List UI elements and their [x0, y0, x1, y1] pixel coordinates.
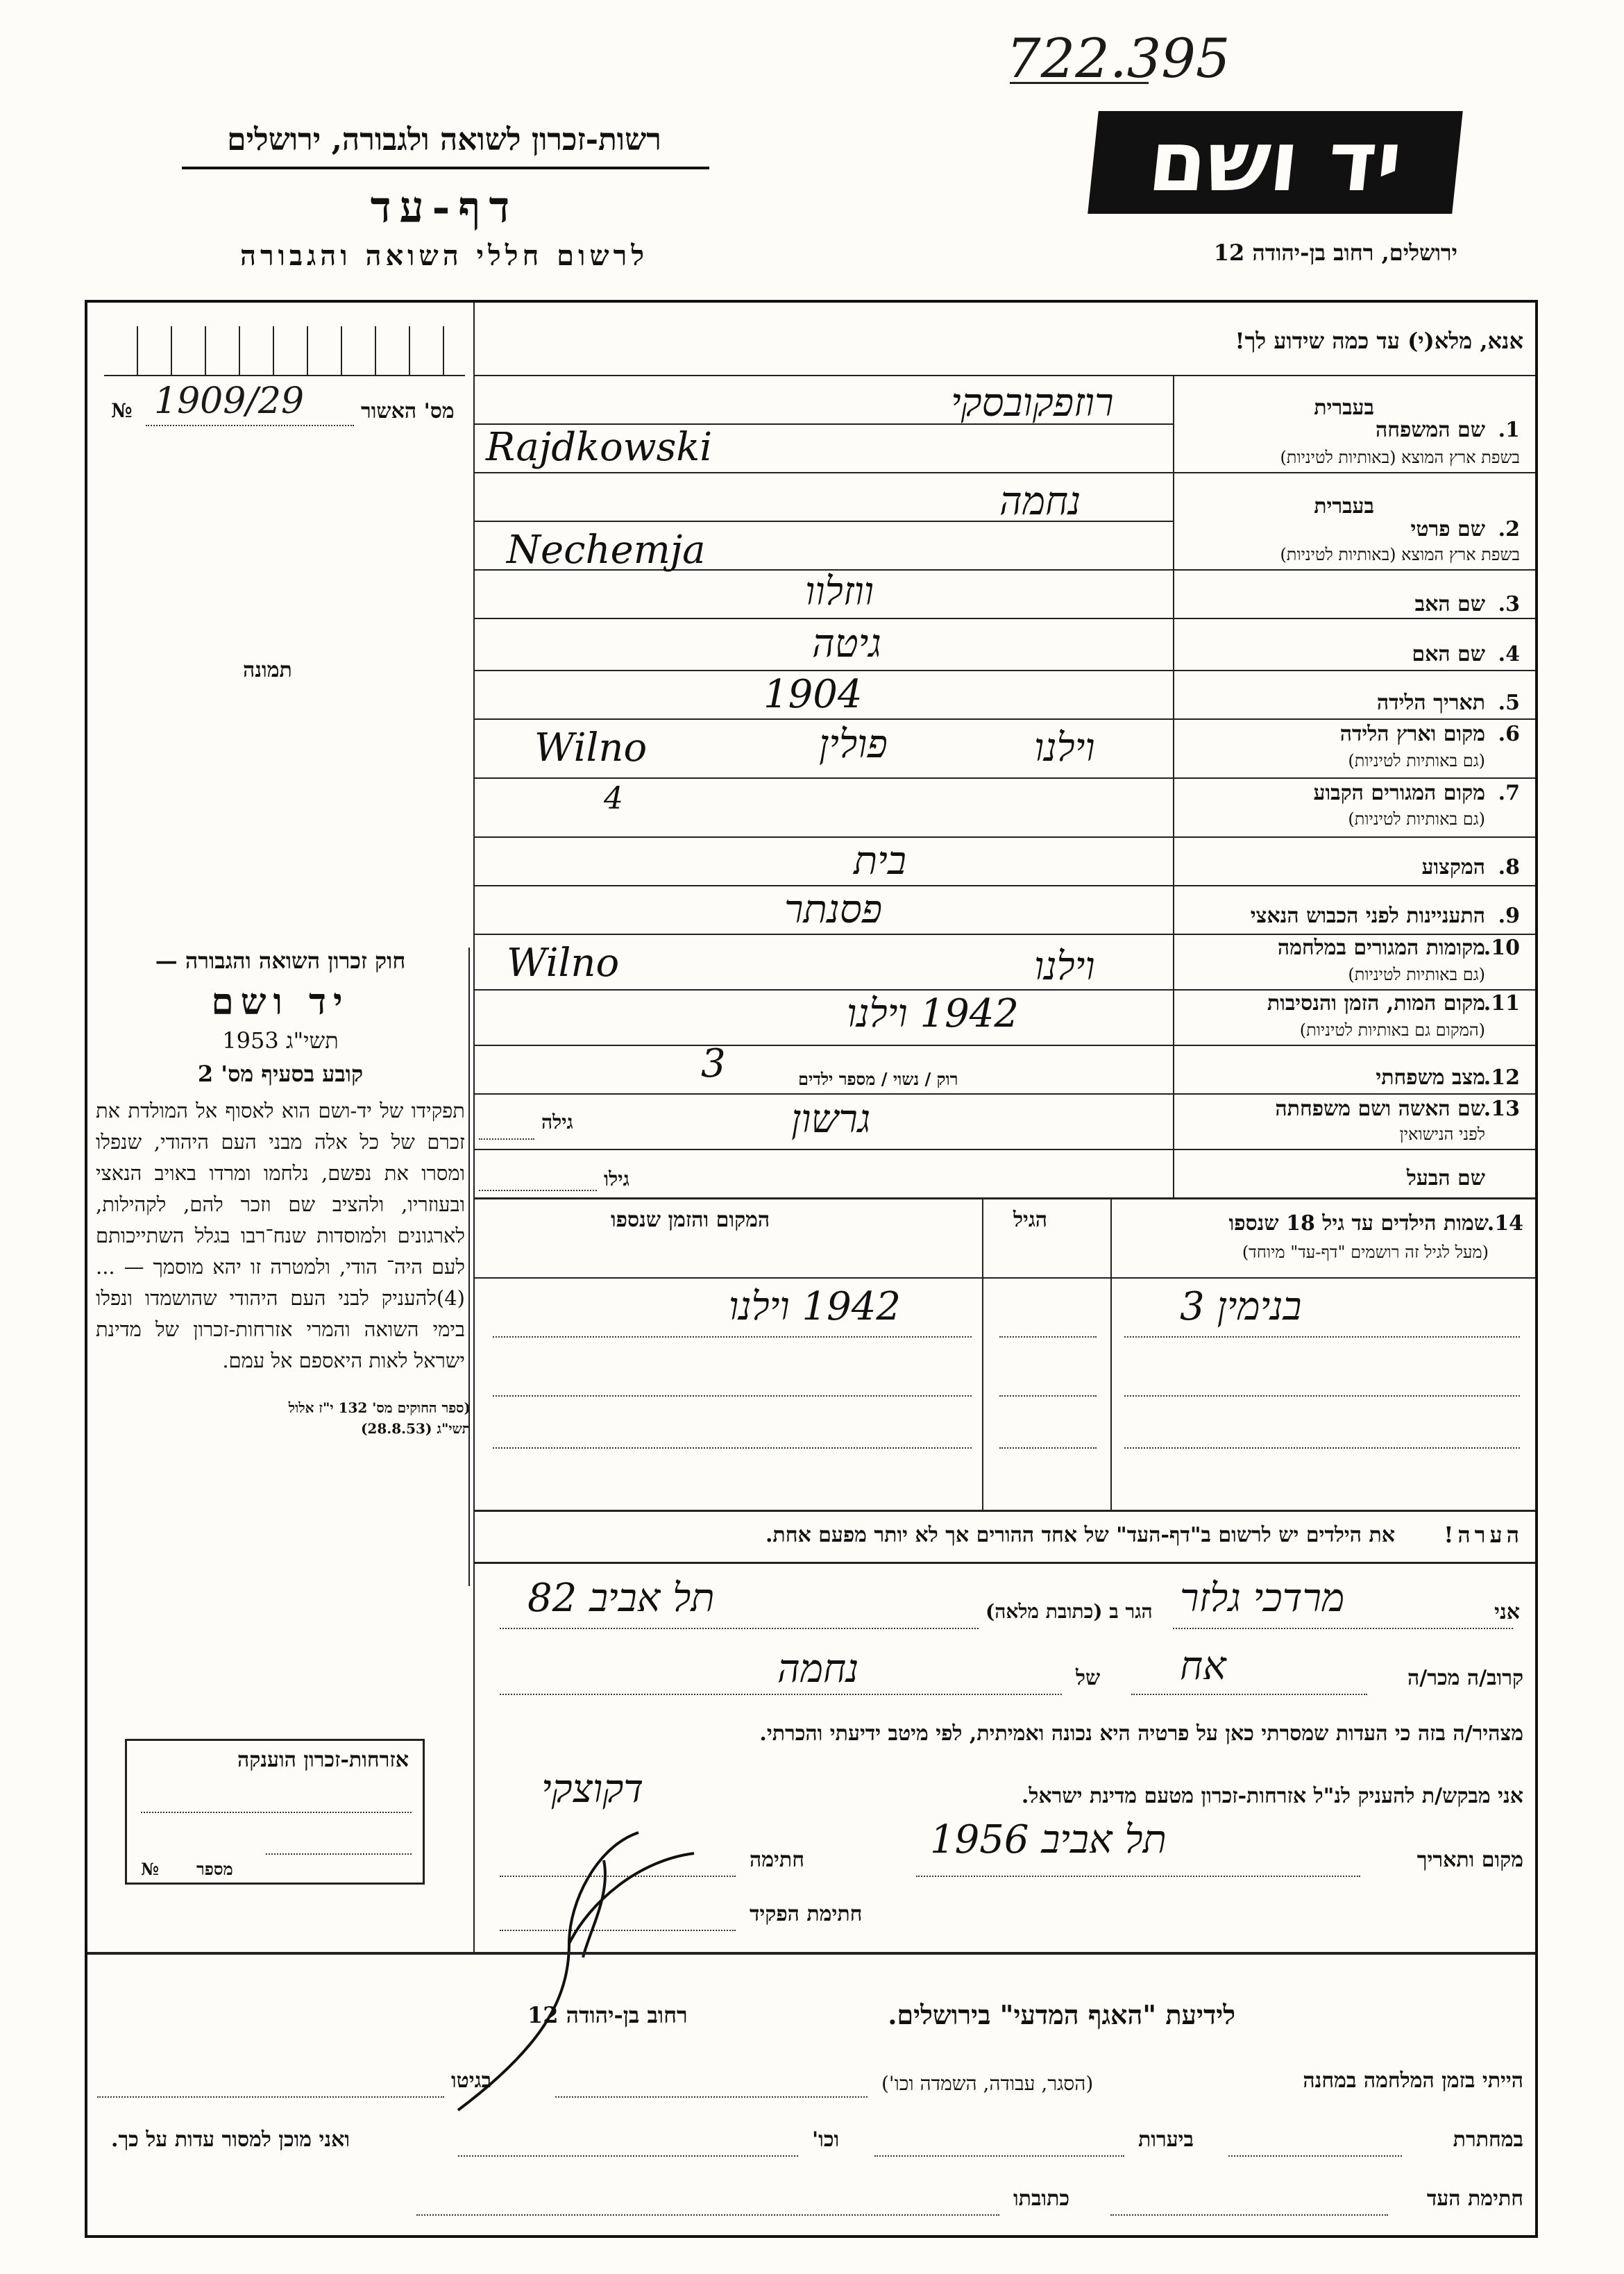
- field-1-hebrew-tag: בעברית: [1314, 396, 1374, 420]
- note-top-rule: [475, 1510, 1535, 1512]
- row-line: [475, 718, 1535, 720]
- footer-address: רחוב בן-יהודה 12: [527, 2002, 688, 2028]
- footer-line2-dots-a: [1228, 2155, 1402, 2157]
- field-13-age-line: [479, 1138, 534, 1140]
- logo-text: יד ושם: [1144, 114, 1407, 210]
- approval-value[interactable]: 1909/29: [154, 380, 305, 422]
- field-9-num: 9.: [1498, 904, 1520, 928]
- field-2-label: שם פרטי: [1410, 517, 1485, 541]
- footer-line1-dots-end: [97, 2096, 444, 2098]
- row-line: [475, 1045, 1535, 1046]
- children-line: [493, 1336, 972, 1338]
- certificate-box: [125, 1739, 425, 1885]
- note-text: את הילדים יש לרשום ב"דף-העד" של אחד ההורים אך לא יותר מפעם אחת.: [765, 1523, 1395, 1547]
- field-2-hebrew-value[interactable]: נחמה: [999, 479, 1081, 524]
- children-label: שמות הילדים עד גיל 18 שנספו: [1228, 1211, 1489, 1236]
- decl-name-value[interactable]: מרדכי גלזר: [1180, 1576, 1345, 1621]
- approval-line: [146, 425, 354, 426]
- field-12-num: 12.: [1483, 1066, 1520, 1090]
- footer-line3-dots-a: [1110, 2214, 1388, 2216]
- children-line: [999, 1447, 1097, 1449]
- footer-line1-dots: [555, 2096, 868, 2098]
- field-11-num: 11.: [1483, 991, 1520, 1016]
- decl-place-date-line: [916, 1876, 1360, 1877]
- certificate-title: אזרחות-זכרון הוענקה: [237, 1748, 409, 1772]
- children-divider-right: [1110, 1197, 1112, 1510]
- children-names-value[interactable]: בנימין 3: [1180, 1284, 1302, 1329]
- decl-signature-label: חתימה: [750, 1848, 804, 1872]
- field-10-sub: (גם באותיות לטיניות): [1348, 965, 1485, 984]
- header-address: ירושלים, רחוב בן-יהודה 12: [1213, 239, 1457, 266]
- decl-request-sign[interactable]: דקוצקי: [541, 1767, 644, 1812]
- footer-line2-c: וכו': [812, 2128, 840, 2152]
- row-line: [475, 989, 1535, 991]
- field-6-value-city[interactable]: וילנו: [1034, 725, 1095, 770]
- row-line: [475, 670, 1535, 671]
- certificate-no-label: מספר: [196, 1859, 233, 1879]
- footer-line2-b: ביערות: [1138, 2128, 1194, 2152]
- note-title: הערה!: [1444, 1522, 1523, 1548]
- intro-text: אנא, מלא(י) עד כמה שידוע לך!: [1235, 328, 1523, 354]
- footer-top-rule: [87, 1952, 1535, 1955]
- tick-marks: [104, 326, 465, 376]
- children-line: [1124, 1395, 1520, 1397]
- law-box: [90, 948, 471, 1558]
- field-11-value[interactable]: 1942 וילנו: [847, 991, 1020, 1036]
- decl-address-line: [500, 1628, 979, 1629]
- children-line: [493, 1395, 972, 1397]
- field-2-latin-value[interactable]: Nechemja: [507, 528, 706, 573]
- certificate-no-prefix: №: [141, 1859, 160, 1879]
- field-6-num: 6.: [1498, 722, 1520, 746]
- field-3-num: 3.: [1498, 592, 1520, 616]
- children-top-rule: [475, 1197, 1535, 1199]
- decl-residing-label: הגר ב (כתובת מלאה): [986, 1600, 1153, 1623]
- footer-line3-dots-b: [416, 2214, 999, 2216]
- row-line: [475, 472, 1535, 473]
- row-line: [475, 1093, 1535, 1095]
- row-line: [475, 618, 1535, 619]
- field-1-hebrew-value[interactable]: רוזפקובסקי: [951, 380, 1114, 426]
- children-header-rule: [475, 1277, 1535, 1279]
- children-line: [999, 1395, 1097, 1397]
- field-2-sub: בשפת ארץ המוצא (באותיות לטיניות): [1280, 545, 1520, 564]
- field-1-sub: בשפת ארץ המוצא (באותיות לטיניות): [1280, 448, 1520, 467]
- field-5-label: תאריך הלידה: [1376, 691, 1485, 715]
- law-name: יד ושם: [211, 981, 350, 1023]
- decl-of-line: [500, 1694, 1062, 1695]
- certificate-line-2: [266, 1853, 412, 1855]
- row-line: [475, 934, 1535, 935]
- field-10-label: מקומות המגורים במלחמה: [1277, 936, 1485, 960]
- children-num: 14.: [1487, 1211, 1523, 1236]
- yad-vashem-logo: [1088, 111, 1463, 214]
- field-2-num: 2.: [1498, 517, 1520, 541]
- decl-of-value[interactable]: נחמה: [777, 1646, 859, 1692]
- field-6-label: מקום וארץ הלידה: [1339, 722, 1485, 746]
- field-8-value[interactable]: בית: [854, 839, 906, 884]
- form-title: דף-עד: [370, 182, 518, 233]
- law-year: תשי"ג 1953: [222, 1027, 339, 1054]
- law-text: תפקידו של יד-ושם הוא לאסוף אל המולדת את זכרם של כל אלה מבני העם היהודי, שנפלו ומסרו את נפשם, נלחמו ומרדו באויב הנאצי ובעוזריו, ולהציב שם וזכר להם, לקהילות, לארגונים ולמוסדות שנח־רבו בגלל השתייכותם לעם היה־ הודי, ולמטרה זו יהא מוסמך — ...(4)להעניק לבני העם היהודי שהושמדו ונפלו בימי השואה והמרי אזרחות-זכרון של מדינת ישראל לאות היאספם אל עמם.: [96, 1099, 465, 1372]
- field-5-value[interactable]: 1904: [763, 672, 863, 717]
- field-12-label: מצב משפחתי: [1376, 1066, 1485, 1090]
- field-3-label: שם האב: [1414, 592, 1485, 616]
- decl-relation-label: קרוב/ה מכר/ה: [1407, 1666, 1523, 1690]
- children-line: [999, 1336, 1097, 1338]
- row-line: [475, 885, 1535, 886]
- field-9-label: התעניינות לפני הכבוש הנאצי: [1250, 904, 1485, 928]
- field-6-value-hebrew[interactable]: פולין: [819, 722, 888, 767]
- authority-underline: [182, 167, 709, 169]
- field-1-num: 1.: [1498, 418, 1520, 442]
- row-line: [475, 777, 1535, 779]
- children-sub: (מעל לגיל זה רושמים "דף-עד" מיוחד): [1242, 1243, 1489, 1262]
- archive-number: 722.395: [1006, 28, 1230, 90]
- footer-line1-hint: (הסגר, עבודה, השמדה וכו'): [881, 2072, 1094, 2095]
- field-7-num: 7.: [1498, 781, 1520, 805]
- children-line: [1124, 1336, 1520, 1338]
- field-4-value[interactable]: גיטה: [812, 621, 881, 666]
- children-place-header: המקום והזמן שנספו: [611, 1208, 770, 1232]
- footer-line2-dots-c: [458, 2155, 798, 2157]
- field-10-value-hebrew[interactable]: וילנו: [1034, 944, 1095, 989]
- field-13-label: שם האשה ושם משפחתה: [1275, 1097, 1485, 1121]
- children-line: [493, 1447, 972, 1449]
- field-1-label: שם המשפחה: [1375, 418, 1485, 442]
- children-place-value[interactable]: 1942 וילנו: [729, 1284, 902, 1329]
- archive-number-underline: [1010, 82, 1149, 84]
- law-clause: קובע בסעיף מס' 2: [197, 1061, 364, 1087]
- field-6-value-latin[interactable]: Wilno: [534, 725, 648, 770]
- field-8-label: המקצוע: [1421, 855, 1485, 879]
- field-9-value[interactable]: פסנתר: [784, 887, 883, 932]
- field-4-label: שם האם: [1412, 642, 1485, 666]
- field-8-num: 8.: [1498, 855, 1520, 879]
- field-13-value[interactable]: גרשון: [791, 1097, 871, 1142]
- law-title: חוק זכרון השואה והגבורה —: [155, 948, 406, 974]
- decl-place-date-label: מקום ותאריך: [1416, 1848, 1523, 1872]
- field-3-value[interactable]: ווזלוו: [805, 569, 874, 614]
- certificate-line-1: [141, 1812, 412, 1813]
- field-7-value[interactable]: 4: [604, 781, 623, 816]
- field-12-sub-inline: רוק / נשוי / מספר ילדים: [798, 1069, 958, 1089]
- intro-rule: [475, 375, 1535, 376]
- husband-age-line: [479, 1190, 597, 1191]
- field-10-num: 10.: [1483, 936, 1520, 960]
- decl-i-label: אני: [1494, 1600, 1520, 1624]
- decl-statement: מצהיר/ה בזה כי העדות שמסרתי כאן על פרטיה היא נכונה ואמיתית, לפי מיטב ידיעתי והכרתי.: [759, 1721, 1523, 1746]
- decl-place-date-value[interactable]: תל אביב 1956: [930, 1817, 1167, 1862]
- footer-line1-end: בגיטו: [451, 2069, 492, 2093]
- footer-line3-b: כתובתו: [1013, 2187, 1070, 2211]
- row-line: [475, 836, 1535, 838]
- field-4-num: 4.: [1498, 642, 1520, 666]
- decl-relation-value[interactable]: אח: [1180, 1644, 1226, 1689]
- field-12-value[interactable]: 3: [701, 1041, 726, 1086]
- field-13-num: 13.: [1483, 1097, 1520, 1121]
- footer-line2-end: ואני מוכן למסור עדות על כך.: [111, 2128, 350, 2152]
- husband-label: שם הבעל: [1406, 1166, 1485, 1190]
- form-subtitle: לרשום חללי השואה והגבורה: [239, 239, 649, 272]
- decl-address-value[interactable]: תל אביב 82: [527, 1576, 715, 1621]
- note-bottom-rule: [475, 1562, 1535, 1564]
- decl-of-label: של: [1076, 1666, 1101, 1690]
- law-gazette: (ספר החוקים מס' 132 י"ז אלול תשי"ג (28.8.53): [288, 1399, 471, 1437]
- field-5-num: 5.: [1498, 691, 1520, 715]
- children-divider-mid: [982, 1197, 983, 1510]
- field-2-hebrew-tag: בעברית: [1314, 494, 1374, 519]
- footer-line2-dots-b: [874, 2155, 1124, 2157]
- children-line: [1124, 1447, 1520, 1449]
- authority-name: רשות-זכרון לשואה ולגבורה, ירושלים: [227, 122, 661, 158]
- field-11-sub: (המקום גם באותיות לטיניות): [1299, 1020, 1485, 1040]
- label-column-divider: [1173, 375, 1174, 1197]
- husband-age-label: גילו: [604, 1168, 629, 1190]
- field-11-label: מקום המות, הזמן והנסיבות: [1267, 991, 1485, 1016]
- field-1-latin-value[interactable]: Rajdkowski: [486, 425, 713, 470]
- decl-request: אני מבקש/ת להעניק לנ"ל אזרחות-זכרון מטעם מדינת ישראל.: [1021, 1784, 1523, 1808]
- law-box-right-border: [468, 948, 470, 1586]
- field-13-sub: לפני הנישואין: [1399, 1125, 1485, 1144]
- photo-label: תמונה: [243, 658, 292, 682]
- field-7-sub: (גם באותיות לטיניות): [1348, 809, 1485, 829]
- approval-prefix: №: [111, 399, 133, 422]
- field-13-age-label: גילה: [541, 1111, 573, 1134]
- field-6-sub: (גם באותיות לטיניות): [1348, 751, 1485, 770]
- footer-title: לידיעת "האגף המדעי" בירושלים.: [888, 1999, 1235, 2030]
- footer-line2-a: במחתרת: [1453, 2128, 1523, 2152]
- footer-line1-label: הייתי בזמן המלחמה במחנה: [1303, 2069, 1523, 2093]
- field-7-label: מקום המגורים הקבוע: [1313, 781, 1485, 805]
- sidebar-divider: [473, 303, 475, 1953]
- field-10-value-latin[interactable]: Wilno: [507, 941, 620, 986]
- decl-official-sig-label: חתימת הפקיד: [750, 1902, 863, 1926]
- decl-name-line: [1173, 1628, 1513, 1629]
- footer-line3-a: חתימת העד: [1426, 2187, 1523, 2211]
- approval-label: מס' האשור: [361, 399, 455, 423]
- children-age-header: הגיל: [1013, 1208, 1048, 1232]
- row-line: [475, 1149, 1535, 1150]
- decl-relation-line: [1131, 1694, 1367, 1695]
